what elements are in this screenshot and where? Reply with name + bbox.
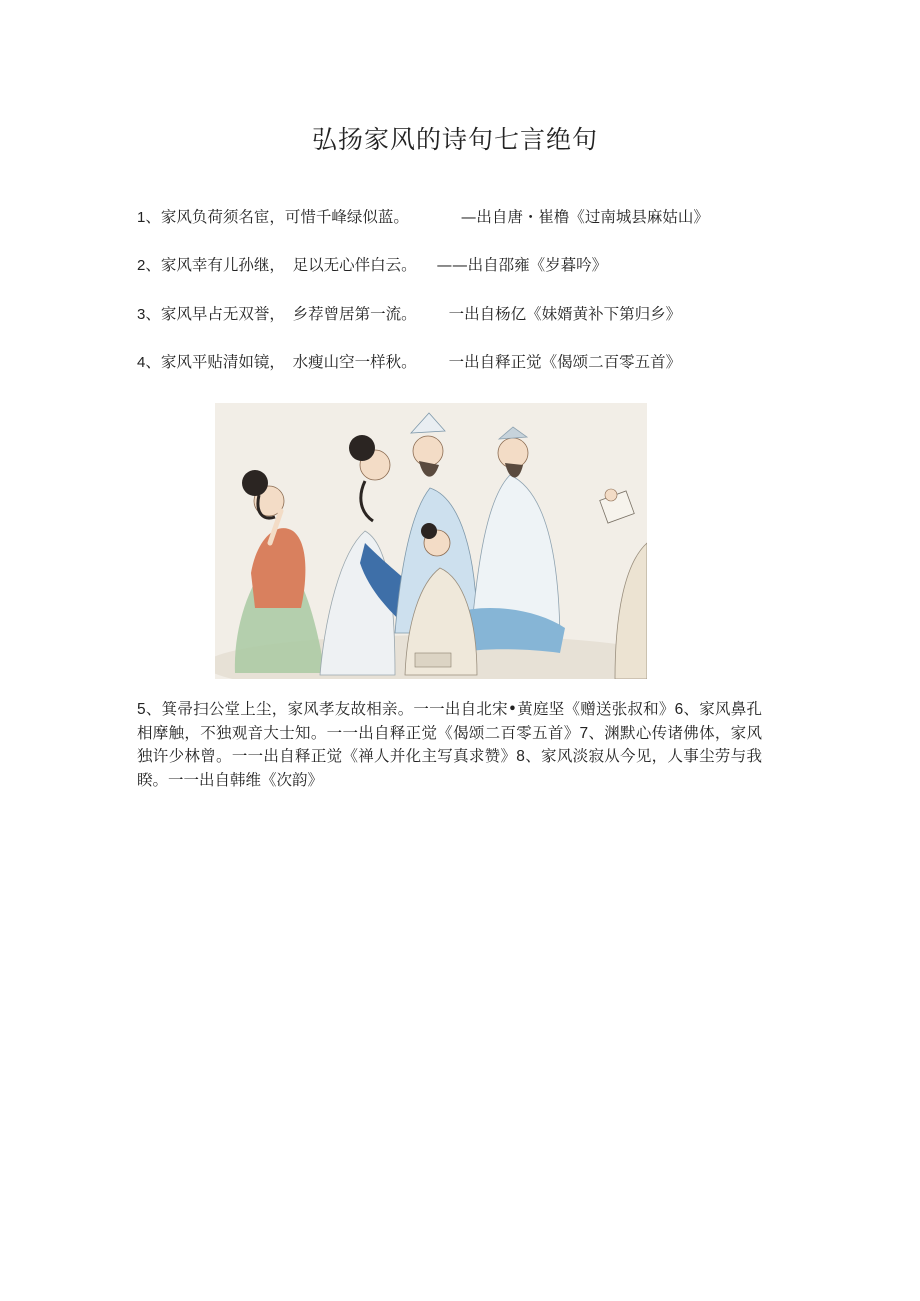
poem-separator: 、 (145, 256, 161, 274)
poem-number: 2 (137, 257, 146, 274)
family-gathering-illustration (215, 403, 647, 679)
poem-line-3 (137, 302, 681, 324)
poem-source: ——出自邵雍《岁暮吟》 (436, 256, 608, 274)
poem-number: 6 (674, 701, 684, 718)
poem-text: 、家风鼻孔相摩触，不独观音大士知。一一出自释正觉《偈颂二百零五首》 (137, 700, 762, 742)
poem-number: 4 (137, 354, 146, 371)
poem-source: —出自唐・崔橹《过南城县麻姑山》 (460, 208, 709, 226)
poem-separator: 、 (145, 305, 161, 323)
poem-text: 家风负荷须名宦，可惜千峰绿似蓝。 (160, 208, 409, 226)
poem-source: 一出自释正觉《偈颂二百零五首》 (448, 353, 682, 371)
poem-text: 、箕帚扫公堂上尘，家风孝友故相亲。一一出自北宋•黄庭坚《赠送张叔和》 (145, 700, 675, 718)
poem-number: 3 (137, 306, 146, 323)
poem-text: 家风幸有儿孙继， 足以无心伴白云。 (160, 256, 417, 274)
page-title: 弘扬家风的诗句七言绝句 (311, 125, 598, 154)
poem-text: 家风平贴清如镜， 水瘦山空一样秋。 (160, 353, 417, 371)
poem-number: 7 (579, 724, 589, 742)
poem-source: 一出自杨亿《妹婿黄补下第归乡》 (448, 305, 682, 323)
poem-number: 8 (516, 748, 525, 765)
poem-number: 5 (137, 701, 146, 718)
poem-separator: 、 (145, 353, 161, 371)
ink-painting-image (215, 403, 647, 679)
poem-line-4 (137, 350, 681, 372)
poem-line-1 (137, 205, 709, 227)
poem-number: 1 (137, 209, 146, 226)
poem-text: 、家风淡寂从今见，人事尘劳与我睽。一一出自韩维《次韵》 (137, 747, 762, 789)
poem-text: 、渊默心传诸佛体，家风独许少林曾。一一出自释正觉《禅人并化主写真求赞》 (137, 723, 762, 765)
poem-text: 家风早占无双誉， 乡荐曾居第一流。 (160, 305, 417, 323)
poem-separator: 、 (145, 208, 161, 226)
poem-line-2 (137, 253, 607, 275)
poem-paragraph (137, 698, 762, 791)
